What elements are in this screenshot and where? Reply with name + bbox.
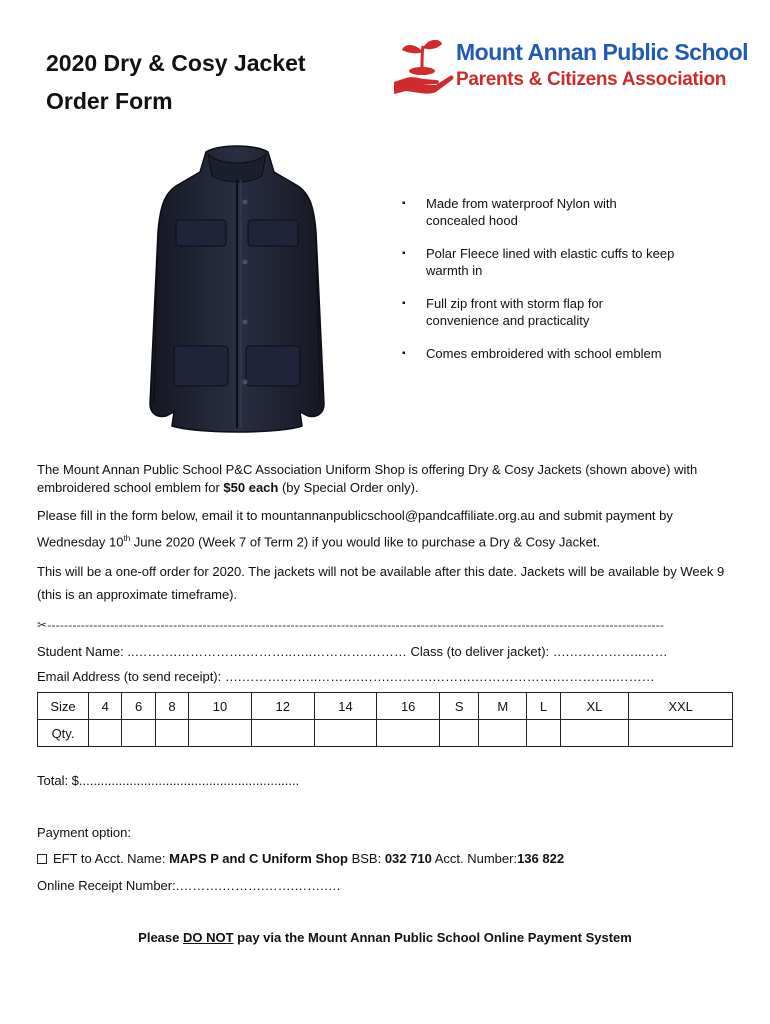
bullet-icon: ▪	[402, 348, 406, 359]
eft-option: EFT to Acct. Name: MAPS P and C Uniform Shop BSB: 032 710 Acct. Number:136 822	[37, 851, 564, 866]
student-name-field[interactable]: Student Name: ..……….…………….………..…..………….……… Class (to deliver jacket): ….……………..……	[37, 644, 668, 659]
feature-item: ▪ Made from waterproof Nylon with concealed hood	[402, 196, 617, 228]
pc-association-logo	[392, 38, 749, 98]
scissors-icon: ✂	[37, 618, 48, 632]
size-cell: 6	[122, 693, 155, 720]
logo-association-name: Parents & Citizens Association	[456, 69, 727, 90]
size-cell: S	[440, 693, 479, 720]
receipt-number-field[interactable]: Online Receipt Number:.……….……….…….…….….	[37, 878, 341, 893]
quantity-cell[interactable]	[479, 720, 527, 747]
title-line-1: 2020 Dry & Cosy Jacket	[46, 50, 306, 76]
size-cell: 16	[377, 693, 440, 720]
quantity-cell[interactable]	[314, 720, 377, 747]
size-cell: 10	[189, 693, 252, 720]
payment-warning: Please DO NOT pay via the Mount Annan Public School Online Payment System	[138, 930, 632, 945]
intro-paragraph: The Mount Annan Public School P&C Association Uniform Shop is offering Dry & Cosy Jackets (shown above) with embroidered school emblem for $50 each (by Special Order only).	[37, 462, 698, 495]
seedling-in-hand-icon	[392, 38, 454, 98]
quantity-cell[interactable]	[629, 720, 733, 747]
account-name: MAPS P and C Uniform Shop	[169, 851, 348, 866]
size-row-label: Size	[38, 693, 89, 720]
payment-heading: Payment option:	[37, 825, 131, 840]
eft-checkbox[interactable]	[37, 854, 47, 864]
quantity-cell[interactable]	[560, 720, 629, 747]
bullet-icon: ▪	[402, 248, 406, 259]
feature-item: ▪ Comes embroidered with school emblem	[402, 346, 662, 361]
quantity-cell[interactable]	[377, 720, 440, 747]
size-cell: XL	[560, 693, 629, 720]
size-quantity-table	[37, 692, 733, 747]
quantity-row	[38, 720, 733, 747]
notice-paragraph: This will be a one-off order for 2020. The jackets will not be available after this date. Jackets will be available by Week 9 (this is an approximate timeframe).	[37, 564, 725, 602]
feature-item: ▪ Full zip front with storm flap for convenience and practicality	[402, 296, 603, 328]
size-cell: 14	[314, 693, 377, 720]
quantity-cell[interactable]	[251, 720, 314, 747]
page-title	[46, 44, 306, 120]
bullet-icon: ▪	[402, 198, 406, 209]
size-cell: L	[527, 693, 560, 720]
quantity-row-label: Qty.	[38, 720, 89, 747]
size-row	[38, 693, 733, 720]
quantity-cell[interactable]	[155, 720, 188, 747]
title-line-2: Order Form	[46, 88, 173, 114]
size-cell: 12	[251, 693, 314, 720]
size-cell: 8	[155, 693, 188, 720]
quantity-cell[interactable]	[440, 720, 479, 747]
size-cell: M	[479, 693, 527, 720]
quantity-cell[interactable]	[89, 720, 122, 747]
cut-line: ✂---------------------------------------------------------------------------------------------------------------------------------------------------	[37, 618, 665, 632]
instructions-paragraph: Please fill in the form below, email it to mountannanpublicschool@pandcaffiliate.org.au and submit payment by Wednesday 10th June 2020 (Week 7 of Term 2) if you would like to purchase a Dry & Cosy Jacket.	[37, 508, 673, 550]
size-cell: 4	[89, 693, 122, 720]
total-field[interactable]: Total: $.............................................................	[37, 773, 300, 788]
quantity-cell[interactable]	[122, 720, 155, 747]
email-address-field[interactable]: Email Address (to send receipt): ….……….……..……….…….……….……….……………….…………..………	[37, 669, 655, 684]
size-cell: XXL	[629, 693, 733, 720]
quantity-cell[interactable]	[527, 720, 560, 747]
feature-list	[398, 195, 678, 378]
account-number: 136 822	[517, 851, 565, 866]
quantity-cell[interactable]	[189, 720, 252, 747]
bullet-icon: ▪	[402, 298, 406, 309]
logo-school-name: Mount Annan Public School	[456, 39, 749, 65]
do-not-emphasis: DO NOT	[183, 930, 234, 945]
feature-item: ▪ Polar Fleece lined with elastic cuffs to keep warmth in	[402, 246, 675, 278]
price: $50 each	[223, 480, 279, 495]
bsb-number: 032 710	[384, 851, 432, 866]
jacket-image	[148, 142, 326, 438]
